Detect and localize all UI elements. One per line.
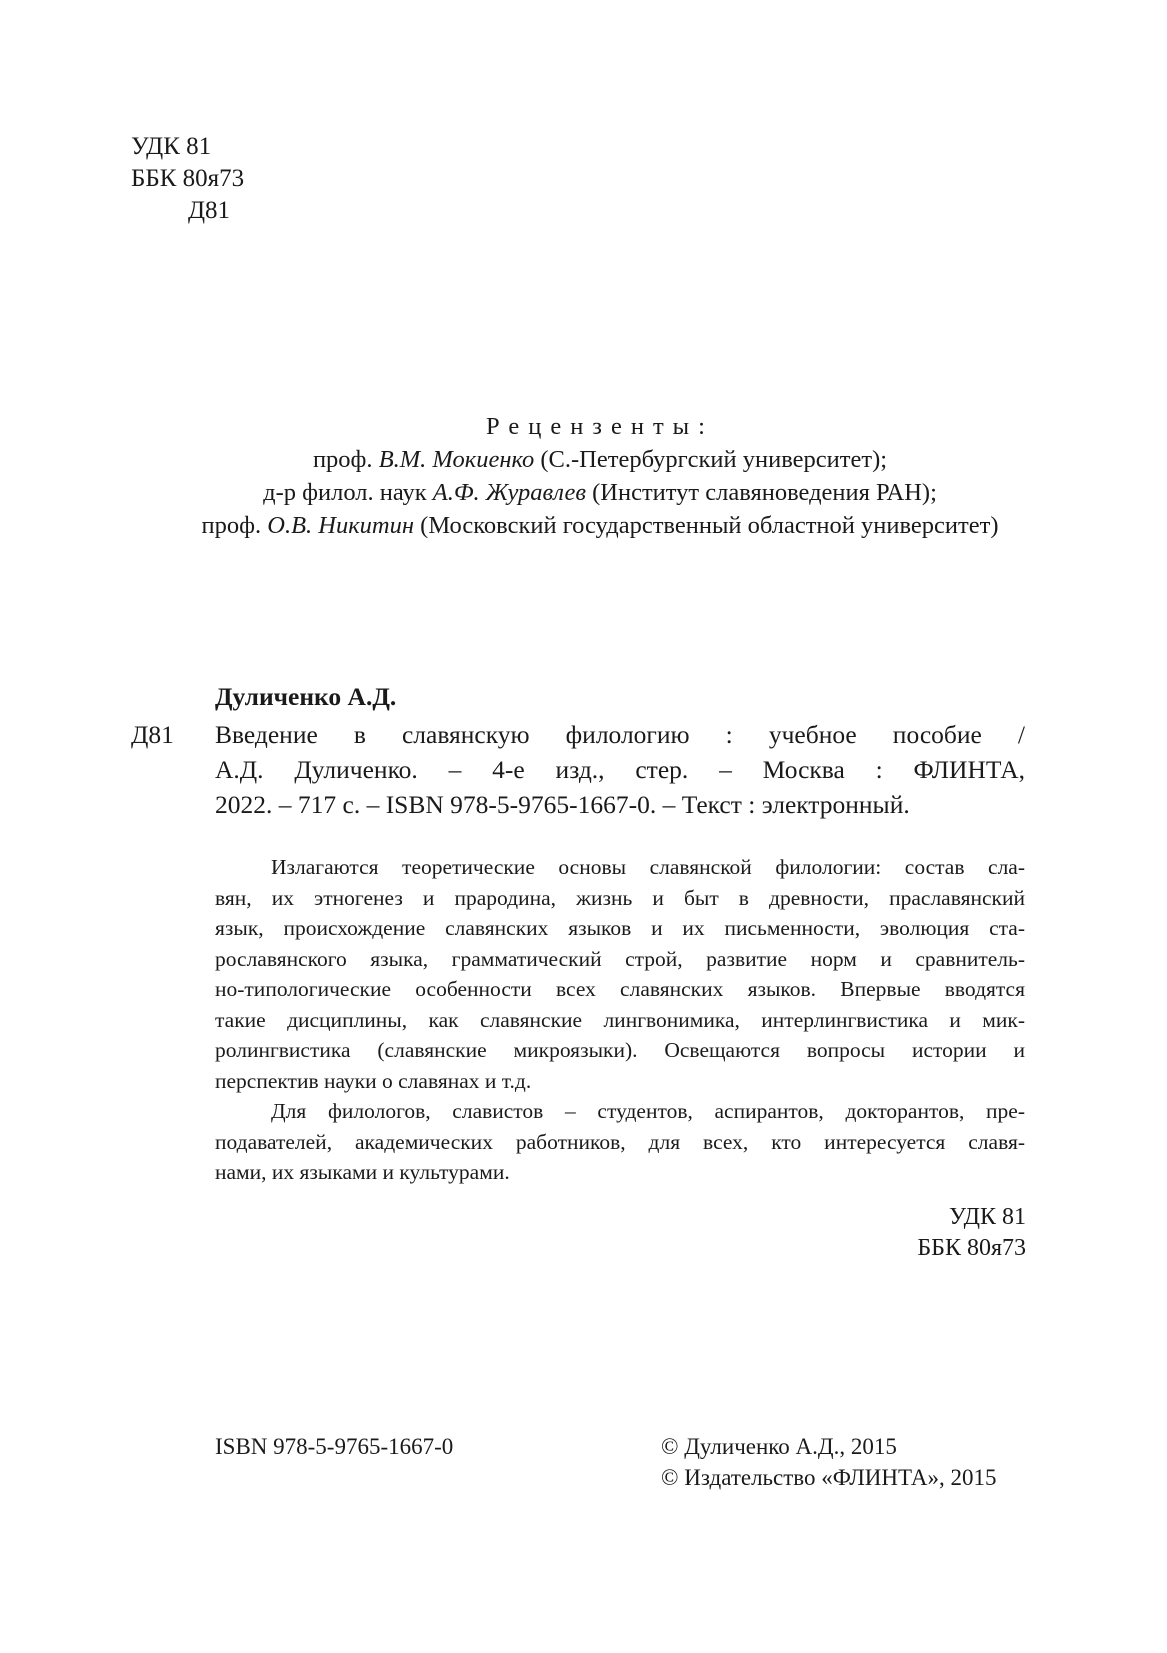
- annotation-line: Излагаются теоретические основы славянской филологии: состав сла-: [271, 855, 1025, 879]
- annotation-line: нами, их языками и культурами.: [215, 1160, 510, 1184]
- bibliography-line: 2022. – 717 с. – ISBN 978-5-9765-1667-0. – Текст : электронный.: [215, 790, 910, 819]
- reviewer-affiliation: (Московский государственный областной университет): [414, 512, 999, 539]
- isbn: ISBN 978-5-9765-1667-0: [215, 1434, 454, 1459]
- bibliography-author: Дуличенко А.Д.: [215, 682, 397, 711]
- bbk-code: ББК 80я73: [131, 165, 245, 192]
- annotation-line: перспектив науки о славянах и т.д.: [215, 1068, 532, 1093]
- reviewer-name: А.Ф. Журавлев: [432, 479, 586, 506]
- bibliography-line: А.Д. Дуличенко. – 4-е изд., стер. – Москва : ФЛИНТА,: [215, 755, 1025, 784]
- reviewer-line: [100, 476, 1100, 509]
- annotation-line: подавателей, академических работников, для всех, кто интересуется славя-: [215, 1129, 1025, 1154]
- udk-code: УДК 81: [131, 133, 212, 160]
- reviewer-line: [100, 443, 1100, 476]
- annotation-line: но-типологические особенности всех славянских языков. Впервые вводятся: [215, 977, 1025, 1001]
- author-mark: Д81: [188, 197, 231, 224]
- copyright-publisher: © Издательство «ФЛИНТА», 2015: [661, 1465, 997, 1490]
- reviewer-name: О.В. Никитин: [267, 512, 415, 539]
- annotation: [215, 852, 1025, 1188]
- reviewers-block: [100, 410, 1100, 542]
- annotation-line: вян, их этногенез и прародина, жизнь и быт в древности, праславянский: [215, 885, 1025, 910]
- reviewer-name: В.М. Мокиенко: [378, 446, 535, 473]
- reviewer-title: проф.: [312, 446, 379, 473]
- footer-udk: УДК 81: [949, 1204, 1026, 1230]
- reviewer-title: д-р филол. наук: [263, 479, 433, 506]
- footer-bbk: ББК 80я73: [917, 1235, 1026, 1261]
- bibliography-record: [215, 717, 1025, 822]
- annotation-line: рославянского языка, грамматический строй, развитие норм и сравнитель-: [215, 946, 1025, 971]
- reviewer-affiliation: (Институт славяноведения РАН);: [586, 479, 937, 506]
- reviewers-heading: Рецензенты:: [486, 413, 714, 440]
- reviewer-line: [100, 509, 1100, 542]
- reviewer-title: проф.: [201, 512, 268, 539]
- footer-classification: [917, 1202, 1026, 1264]
- annotation-line: такие дисциплины, как славянские лингвонимика, интерлингвистика и мик-: [215, 1007, 1025, 1032]
- bibliography-line: Введение в славянскую филологию : учебное пособие /: [215, 720, 1025, 749]
- annotation-line: ролингвистика (славянские микроязыки). Освещаются вопросы истории и: [215, 1038, 1025, 1062]
- reviewer-affiliation: (С.-Петербургский университет);: [534, 446, 888, 473]
- bibliography-mark: Д81: [131, 720, 174, 749]
- annotation-line: язык, происхождение славянских языков и их письменности, эволюция ста-: [215, 916, 1025, 940]
- annotation-line: Для филологов, славистов – студентов, аспирантов, докторантов, пре-: [271, 1099, 1025, 1123]
- copyright-author: © Дуличенко А.Д., 2015: [661, 1434, 897, 1459]
